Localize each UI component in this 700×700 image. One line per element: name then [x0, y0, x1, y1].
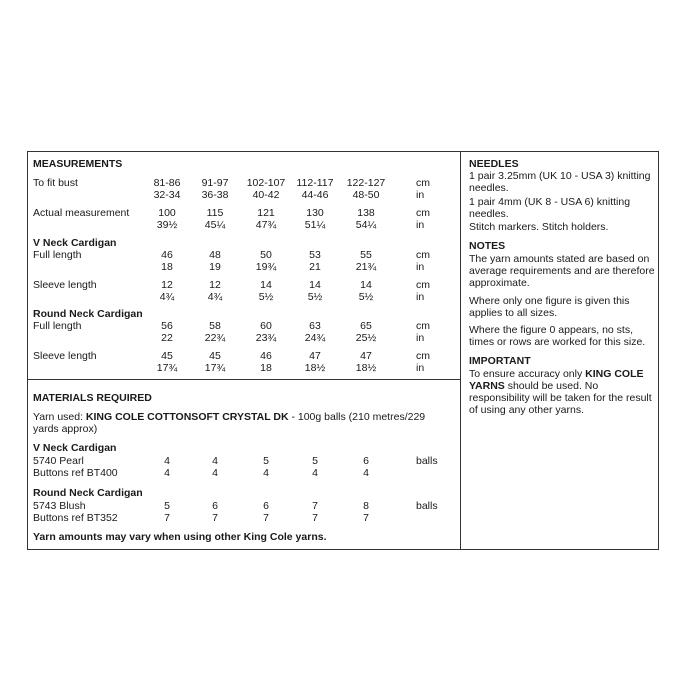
value-cell: 14: [360, 279, 372, 291]
value-cell: 53: [309, 249, 321, 261]
measurements-heading: MEASUREMENTS: [33, 158, 123, 170]
value-cell: 21: [309, 261, 321, 273]
value-cell: 19: [209, 261, 221, 273]
value-cell: 46: [260, 350, 272, 362]
value-cell: 58: [209, 320, 221, 332]
needles-heading: NEEDLES: [469, 158, 519, 170]
unit-cm: cm: [416, 350, 430, 362]
unit-in: in: [416, 189, 425, 201]
value-cell: 39½: [156, 219, 178, 231]
value-cell: 7: [312, 500, 318, 512]
value-cell: 112-117: [296, 177, 334, 189]
vneck-heading: V Neck Cardigan: [33, 237, 117, 249]
value-cell: 91-97: [201, 177, 229, 189]
value-cell: 5: [263, 455, 269, 467]
value-cell: 47¾: [255, 219, 277, 231]
value-cell: 7: [212, 512, 218, 524]
value-cell: 32-34: [153, 189, 181, 201]
value-cell: 19¾: [255, 261, 277, 273]
value-cell: 6: [212, 500, 218, 512]
value-cell: 47: [309, 350, 321, 362]
value-cell: 25½: [355, 332, 377, 344]
round-neck-materials-heading: Round Neck Cardigan: [33, 487, 143, 499]
value-cell: 17¾: [156, 362, 178, 374]
unit-cm: cm: [416, 279, 430, 291]
sleeve-length-label: Sleeve length: [33, 350, 97, 362]
yarn-shade-label: 5743 Blush: [33, 500, 86, 512]
value-cell: 50: [260, 249, 272, 261]
unit-in: in: [416, 219, 425, 231]
value-cell: 4: [212, 455, 218, 467]
value-cell: 45: [161, 350, 173, 362]
needles-line-2: 1 pair 4mm (UK 8 - USA 6) knitting needles.: [469, 196, 631, 220]
yarn-used-line-2: yards approx): [33, 423, 98, 435]
value-cell: 4: [212, 467, 218, 479]
buttons-label: Buttons ref BT400: [33, 467, 118, 479]
value-cell: 12: [209, 279, 221, 291]
brand-name: KING COLE YARNS: [469, 368, 644, 392]
value-cell: 14: [309, 279, 321, 291]
to-fit-bust-label: To fit bust: [33, 177, 78, 189]
value-cell: 47: [360, 350, 372, 362]
unit-balls: balls: [416, 455, 438, 467]
value-cell: 18½: [304, 362, 326, 374]
value-cell: 5: [164, 500, 170, 512]
value-cell: 100: [158, 207, 176, 219]
value-cell: 8: [363, 500, 369, 512]
value-cell: 7: [363, 512, 369, 524]
notes-paragraph-2: Where only one figure is given this applies to all sizes.: [469, 295, 630, 319]
value-cell: 22: [161, 332, 173, 344]
needles-line-1: 1 pair 3.25mm (UK 10 - USA 3) knitting needles.: [469, 170, 651, 194]
value-cell: 7: [263, 512, 269, 524]
yarn-name: KING COLE COTTONSOFT CRYSTAL DK: [85, 411, 289, 423]
value-cell: 63: [309, 320, 321, 332]
value-cell: 138: [357, 207, 375, 219]
value-cell: 48: [209, 249, 221, 261]
value-cell: 4: [164, 467, 170, 479]
unit-cm: cm: [416, 207, 430, 219]
unit-cm: cm: [416, 320, 430, 332]
value-cell: 4: [164, 455, 170, 467]
value-cell: 4¾: [159, 291, 175, 303]
sleeve-length-label: Sleeve length: [33, 279, 97, 291]
value-cell: 5: [312, 455, 318, 467]
value-cell: 6: [363, 455, 369, 467]
full-length-label: Full length: [33, 249, 82, 261]
value-cell: 7: [312, 512, 318, 524]
value-cell: 12: [161, 279, 173, 291]
round-neck-heading: Round Neck Cardigan: [33, 308, 143, 320]
yarn-used-prefix: Yarn used:: [33, 411, 86, 423]
materials-heading: MATERIALS REQUIRED: [33, 392, 152, 404]
value-cell: 7: [164, 512, 170, 524]
value-cell: 45: [209, 350, 221, 362]
important-text-post: should be used. No responsibility will be taken for the result of using any other yarns.: [469, 380, 652, 416]
value-cell: 130: [306, 207, 324, 219]
value-cell: 5½: [358, 291, 374, 303]
column-divider: [460, 151, 461, 550]
important-heading: IMPORTANT: [469, 355, 531, 367]
important-text-pre: To ensure accuracy only: [469, 368, 586, 380]
value-cell: 55: [360, 249, 372, 261]
value-cell: 24¾: [304, 332, 326, 344]
value-cell: 5½: [307, 291, 323, 303]
value-cell: 60: [260, 320, 272, 332]
value-cell: 4: [363, 467, 369, 479]
value-cell: 4: [263, 467, 269, 479]
value-cell: 22¾: [204, 332, 226, 344]
value-cell: 122-127: [346, 177, 386, 189]
value-cell: 56: [161, 320, 173, 332]
value-cell: 21¾: [355, 261, 377, 273]
value-cell: 18: [260, 362, 272, 374]
yarn-shade-label: 5740 Pearl: [33, 455, 84, 467]
unit-in: in: [416, 332, 425, 344]
unit-cm: cm: [416, 177, 430, 189]
value-cell: 102-107: [246, 177, 286, 189]
value-cell: 4: [312, 467, 318, 479]
value-cell: 44-46: [301, 189, 329, 201]
yarn-used-suffix: - 100g balls (210 metres/229: [288, 411, 426, 423]
buttons-label: Buttons ref BT352: [33, 512, 118, 524]
value-cell: 51¼: [304, 219, 326, 231]
value-cell: 115: [206, 207, 224, 219]
value-cell: 40-42: [252, 189, 280, 201]
value-cell: 36-38: [201, 189, 229, 201]
notes-heading: NOTES: [469, 240, 506, 252]
notes-paragraph-3: Where the figure 0 appears, no sts, times or rows are worked for this size.: [469, 324, 646, 348]
value-cell: 121: [257, 207, 275, 219]
yarn-variance-note: Yarn amounts may vary when using other King Cole yarns.: [33, 531, 327, 543]
value-cell: 14: [260, 279, 272, 291]
value-cell: 81-86: [153, 177, 181, 189]
full-length-label: Full length: [33, 320, 82, 332]
needles-line-3: Stitch markers. Stitch holders.: [469, 221, 609, 233]
value-cell: 54¼: [355, 219, 377, 231]
yarn-used-line: [33, 411, 425, 423]
value-cell: 18: [161, 261, 173, 273]
value-cell: 23¾: [255, 332, 277, 344]
value-cell: 18½: [355, 362, 377, 374]
value-cell: 65: [360, 320, 372, 332]
unit-in: in: [416, 291, 425, 303]
vneck-materials-heading: V Neck Cardigan: [33, 442, 117, 454]
unit-in: in: [416, 362, 425, 374]
value-cell: 6: [263, 500, 269, 512]
actual-measurement-label: Actual measurement: [33, 207, 130, 219]
notes-paragraph-1: The yarn amounts stated are based on average requirements and are therefore approximate.: [469, 253, 655, 289]
value-cell: 17¾: [204, 362, 226, 374]
unit-cm: cm: [416, 249, 430, 261]
value-cell: 48-50: [352, 189, 380, 201]
value-cell: 5½: [258, 291, 274, 303]
value-cell: 45¼: [204, 219, 226, 231]
unit-balls: balls: [416, 500, 438, 512]
section-divider: [27, 379, 461, 380]
important-paragraph: [469, 368, 657, 416]
value-cell: 4¾: [207, 291, 223, 303]
unit-in: in: [416, 261, 425, 273]
value-cell: 46: [161, 249, 173, 261]
